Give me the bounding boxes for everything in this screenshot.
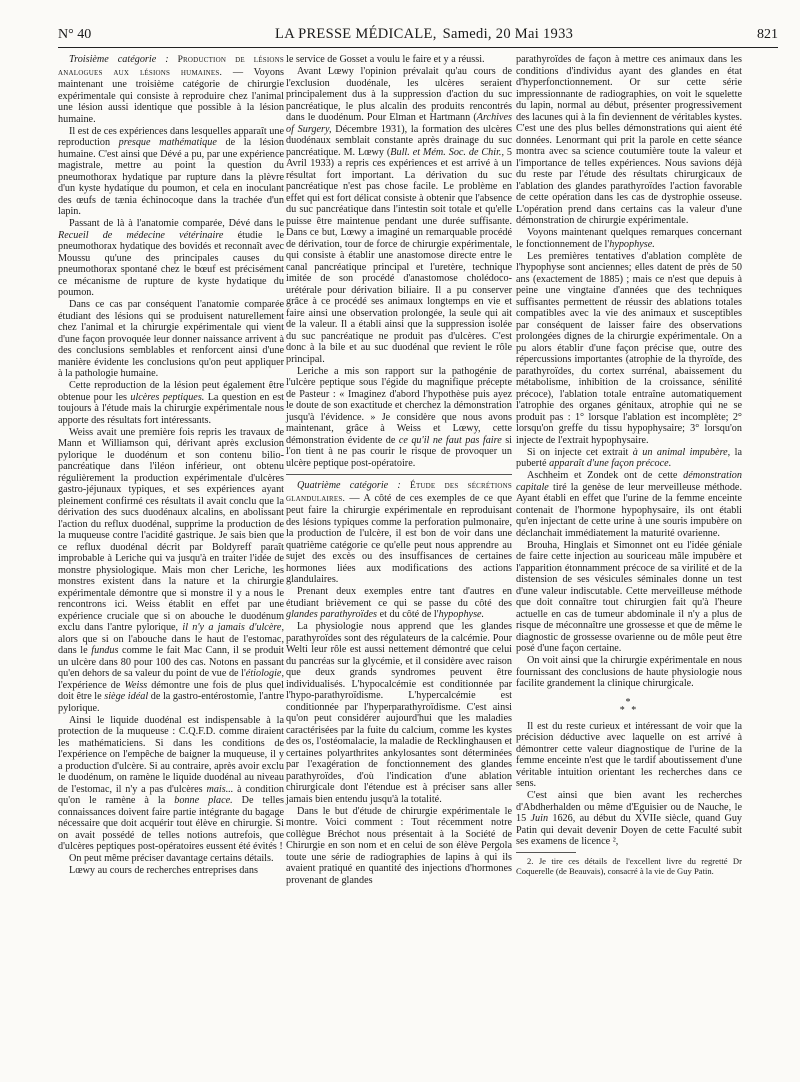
asterisk-bottom: * * <box>619 704 639 716</box>
text: démontre une fois de plus quel doit être le <box>58 679 284 702</box>
asterisk-top: * <box>625 696 633 708</box>
paragraph <box>58 380 284 426</box>
paragraph <box>58 427 284 715</box>
paragraph: parathyroïdes de façon à mettre ces animaux dans les conditions d'individus ayant des glandes en état d'hyperfonctionnement. Or sur cette série impressionnante de radiographies, on voit le squelette du lapin, normal au début, présenter progressivement des lacunes qui à la fin deviennent de véritables kystes. C'est une des plus belles démonstrations qui aient été données. Lenormant qui prit la parole en cette séance montra avec sa science coutumière toute la valeur et l'importance de telles expériences. Nous savions déjà du reste par l'étude des résultats chirurgicaux de l'ablation des glandes parathyroïdes l'action favorable de cette opération dans les cas de dystrophie osseuse. L'opération prend dans certains cas la valeur d'une démonstration de chirurgie expérimentale. <box>516 54 742 226</box>
section-heading: Étude des sécrétions glandulaires. <box>286 481 513 504</box>
footnote-rule <box>516 852 576 853</box>
text-italic: hypophyse. <box>438 609 485 620</box>
column-2 <box>286 54 512 887</box>
text: Voyons maintenant quelques remarques concernant le fonctionnement de l' <box>516 227 742 250</box>
paragraph <box>516 447 742 470</box>
paragraph <box>286 480 512 586</box>
text: Weiss avait une première fois repris les travaux de Mann et Williamson qui, dérivant après exclusion pylorique le duodénum et son contenu bilio-pancréatique dans l'iléon inférieur, ont obtenu régulièrement la production expérimentale d'ulcères gastro-jéjunaux typiques, et ses expériences ayant pleinement confirmé ces résultats il avait conclu que la dérivation des sucs duodénaux alcalins, en abolissant l'action du reflux duodénal, supprime la production de la muqueuse contre l'acidité gastrique. Je sais bien que ce reflux duodénal décrit par Boldyreff paraît improbable à Leriche qui va jusqu'à en traiter l'idée de monstre physiologique. Mais mon cher Leriche, les monstres existent dans la nature et la chirurgie expérimentale démontre que si monstre il y a nous le rencontrons ici. Weiss établit en effet par une expérience cruciale que si on abouche le duodénum exclu dans l'antre pylorique, <box>58 426 284 633</box>
paragraph: Dans ce cas par conséquent l'anatomie comparée étudiant des lésions qui se produisent naturellement chez l'animal et la chirurgie expérimentale qui vient d'une façon provoquée leur donner naissance arrivent à des conclusions semblables et renforcent ainsi d'une manière évidente les conclusions qu'on peut appliquer à la pathologie humaine. <box>58 299 284 379</box>
text: étudie le pneumothorax hydatique des bovidés et reconnaît avec Moussu qu'une des principales causes du pneumothorax spontané chez le bœuf est précisément ce mécanisme de rupture de kyste hydatique du poumon. <box>58 229 285 298</box>
issue-date: Samedi, 20 Mai 1933 <box>442 26 574 42</box>
text: tiré la genèse de leur merveilleuse méthode. Ayant établi en effet que l'urine de la femme enceinte contenait de l'hormone hypophysaire, ils ont établi qu'en injectant de cette urine à une souris impubère on déclanchait immédiatement la maturité ovarienne. <box>516 481 742 539</box>
paragraph <box>286 586 512 621</box>
text-italic: glandes parathyroïdes <box>286 609 378 620</box>
text-italic: étiologie, <box>245 668 284 679</box>
paragraph: le service de Gosset a voulu le faire et y a réussi. <box>286 54 485 65</box>
text-italic: mais... <box>206 783 234 795</box>
text: Passant de là à l'anatomie comparée, Dévé dans le <box>69 218 284 229</box>
paragraph: Dans le but d'étude de chirurgie expérimentale le montre. Voici comment : Tout récemment notre collègue Bréchot nous présentait à la Société de Chirurgie en son nom et en celui de son élève Pergola toute une série de radiographies de lapins à qui ils avaient pratiqué en quantité des injections d'hormones provenant de glandes <box>286 805 512 886</box>
page-header <box>58 26 778 46</box>
text: — Voyons maintenant une troisième catégorie de chirurgie expérimentale qui consiste à reproduire chez l'animal une lésion aussi identique que possible à la lésion humaine. <box>58 66 284 125</box>
text-italic: hypophyse. <box>609 238 655 250</box>
section-lead: Troisième catégorie : <box>69 54 169 65</box>
section-lead: Quatrième catégorie : <box>297 480 401 491</box>
text: si l'on tient à ne pas courir le risque de provoquer un ulcère peptique post-opératoire. <box>286 434 512 469</box>
journal-title-date <box>275 26 573 43</box>
paragraph: Les premières tentatives d'ablation complète de l'hypophyse sont anciennes; elles datent de près de 50 ans (exactement de 1885) ; mais ce n'est que depuis à peine une vingtaine d'années que des techniques suffisantes permettent de réussir des ablations totales compatibles avec la vie des animaux et susceptibles par conséquent de laisser faire des observations prolongées dignes de la chirurgie expérimentale. On a pu alors établir d'une façon précise que, outre des répercussions importantes (atrophie de la thyroïde, des parathyroïdes, du cortex surrénal, abaissement du métabolisme, inhibition de la croissance, sénilité précoce), l'ablation totale entraîne automatiquement l'atrophie des organes génitaux, atrophie qui ne se produit pas : 1° lorsque l'ablation est incomplète; 2° lorsqu'on greffe du tissu hypophysaire; 3° lorsqu'on injecte de l'extrait hypophysaire. <box>516 250 742 446</box>
text: Il est de ces expériences dans lesquelles apparaît une reproduction <box>58 125 284 148</box>
paragraph <box>516 227 742 250</box>
text-italic: à un animal impubère, <box>632 446 731 458</box>
text: de la lésion humaine. C'est ainsi que Dévé a pu, par une expérience magistrale, mettre au point la question du pneumothorax hydatique par rupture dans la plèvre d'un kyste hydatique du poumon, et cela en inoculant des œufs de tænia échinocoque dans la trachée d'un lapin. <box>58 137 284 217</box>
paragraph <box>58 126 284 218</box>
text: alors que si on l'abouche dans le haut de l'estomac, dans le <box>58 633 284 656</box>
text: à condition qu'on le ramène à la <box>58 783 284 806</box>
text-italic: ce qu'il ne faut pas faire <box>398 434 502 446</box>
text-italic: bonne place. <box>174 795 233 806</box>
text-italic: démonstration capitale <box>516 470 742 493</box>
text: de la gastro-entérostomie, l'antre pylorique. <box>58 691 285 714</box>
issue-number: N° 40 <box>58 27 92 42</box>
text: — A côté de ces exemples de ce que peut faire la chirurgie expérimentale en reproduisant des lésions typiques comme la perforation pulmonaire, la production de l'ulcère, il est bon de voir dans une quatrième catégorie ce qu'elle peut nous apprendre au sujet des excès ou des insuffisances de certaines hormones liées aux modifications des actions glandulaires. <box>286 492 512 585</box>
text: comme le fait Mac Cann, il se produit un ulcère dans 80 pour 100 des cas. Notons en passant qu'en dehors de sa valeur du point de vue de l' <box>58 645 284 679</box>
paragraph: Brouha, Hinglais et Simonnet ont eu l'idée géniale de faire cette injection au souriceau mâle impubère et l'apparition étonnamment précoce de sa virilité et de la distension de ses vésicules séminales donne un test d'une valeur indiscutable. Cette merveilleuse méthode que doit connaître tout chirurgien fait qu'à l'heure actuelle en cas de tumeur abdominale il n'y a plus de risque de méconnaître une grossesse et que de même le diagnostic de grossesse ovarienne ou de môle peut être posé d'une façon certaine. <box>516 539 742 654</box>
column-3 <box>516 54 742 876</box>
paragraph <box>58 218 284 299</box>
text: Prenant deux exemples entre tant d'autres en étudiant brièvement ce qui se passe du côté des <box>286 586 512 609</box>
text-italic: ulcères peptiques. <box>130 391 205 403</box>
section-asterisks <box>516 696 742 716</box>
text: l'expérience de <box>58 679 125 691</box>
text: 1626, au début du XVIIe siècle, quand Guy Patin qui devait devenir Doyen de cette Faculté subit ses examens de licence ², <box>516 813 743 847</box>
text: Aschheim et Zondek ont de cette <box>527 470 684 481</box>
paragraph: Il est du reste curieux et intéressant de voir que la précision déductive avec laquelle on est arrivé à démontrer cette valeur diagnostique de l'urine de la femme enceinte n'est que le tardif aboutissement d'une véritable intuition orientant les recherches dans ce sens. <box>516 720 742 789</box>
column-1 <box>58 54 284 877</box>
text: Si on injecte cet extrait <box>527 446 633 458</box>
paragraph: La physiologie nous apprend que les glandes parathyroïdes sont des régulateurs de la calcémie. Pour Welti leur rôle est aussi nettement démontré que celui du pancréas sur la glycémie, et il considère avec raison que deux grands syndromes peuvent être individualisés. L'hypocalcémie est conditionnée par l'hypo-parathyroïdisme. L'hypercalcémie est conditionnée par l'hyperparathyroïdisme. C'est ainsi qu'on peut considérer aujourd'hui que les maladies caractérisées par la fuite du calcium, comme les kystes des os, l'ostéomalacie, la maladie de Recklinghausen et certaines polyarthrites ankylosantes sont déterminées par l'exagération de fonctionnement des glandes parathyroïdes, d'où l'indication d'une ablation chirurgicale dont l'étendue est à préciser sans aller jamais bien entendu jusqu'à la totalité. <box>286 621 512 805</box>
text-italic: presque mathématique <box>118 137 217 148</box>
paragraph <box>58 54 284 125</box>
text-italic: Recueil de médecine vétérinaire <box>58 229 224 241</box>
text: De telles connaissances doivent faire partie intégrante du bagage nécessaire que doit acquérir tout élève en chirurgie. Si on avait possédé de telles notions autrefois, que d'ulcères peptiques post-opératoires eussent été évités ! <box>58 795 284 852</box>
text: 5 Avril 1933) a repris ces expériences et est arrivé à un résultat fort important. La dérivation du suc pancréatique n'est pas chose facile. Le problème en effet qui est fort délicat consiste à obtenir que l'absence du suc pancréatique dans l'intestin soit totale et qu'elle puisse être maintenue pendant une durée suffisante. Dans ce but, Lœwy a imaginé un remarquable procédé de dérivation, tour de force de chirurgie expérimentale, qui consiste à établir une anastomose directe entre le canal pancréatique principal et l'uretère, technique imitée de son procédé d'anastomose cholédoco-urétérale pour dérivation biliaire. Il a pu conserver grâce à ce procédé ses animaux longtemps en vie et faire ainsi une observation prolongée, la seule qui ait de la valeur. Il a établi ainsi que la suppression isolée du suc pancréatique ne produit pas d'ulcères. C'est donc à la bile et au suc duodénal que revient le rôle principal. <box>286 146 512 365</box>
text-italic: Juin <box>530 813 549 824</box>
text-italic: Bull. et Mém. Soc. de Chir., <box>390 146 505 158</box>
paragraph: On peut même préciser davantage certains détails. <box>69 853 274 864</box>
text: et du côté de l' <box>377 609 439 620</box>
text: Cette reproduction de la lésion peut également être obtenue pour les <box>58 380 284 403</box>
text: la puberté <box>516 446 742 469</box>
paragraph <box>516 470 742 539</box>
text: C'est ainsi que bien avant les recherches d'Abdherhalden ou même d'Eguisier ou de Nauche, le 15 <box>516 790 742 824</box>
footnote: 2. Je tire ces détails de l'excellent livre du regretté Dr Coquerelle (de Beauvais), consacré à la vie de Guy Patin. <box>516 855 742 876</box>
section-divider <box>286 474 512 476</box>
text-italic: fundus <box>91 645 119 656</box>
header-rule <box>58 47 778 48</box>
text: Ainsi le liquide duodénal est indispensable à la protection de la muqueuse : C.Q.F.D. comme diraient les mathématiciens. Si dans les conditions de l'expérience on l'empêche de baigner la muqueuse, il y a production d'ulcère. Si au contraire, après avoir exclu le duodénum, on ramène le liquide duodénal au niveau de l'estomac, il n'y a pas d'ulcères <box>58 714 284 795</box>
text-italic: apparaît d'une façon précoce. <box>549 458 672 469</box>
journal-name: LA PRESSE MÉDICALE, <box>275 26 437 42</box>
paragraph: On voit ainsi que la chirurgie expérimentale en nous fournissant des conclusions de haute physiologie nous facilite grandement la clinique chirurgicale. <box>516 655 742 689</box>
text-italic: Archives of Surgery, <box>286 112 512 135</box>
paragraph <box>58 715 284 853</box>
paragraph <box>286 66 512 365</box>
paragraph <box>286 366 512 470</box>
text: Décembre 1931), la formation des ulcères duodénaux semblait constante après drainage du suc pancréatique. M. Lœwy ( <box>286 123 512 158</box>
text: Leriche a mis son rapport sur la pathogénie de l'ulcère peptique sous l'égide du magnifique précepte de Pasteur : « Imaginez d'abord l'hypothèse puis ayez le doute de son exactitude et cherchez la démonstration jusqu'à l'évidence. » Je considère que nous avons maintenant, grâce à Weiss et Lœwy, cette démonstration évidente de <box>286 365 512 446</box>
text: La question en est toujours à l'étude mais la chirurgie expérimentale nous apporte des résultats fort intéressants. <box>58 391 284 426</box>
text-italic: il n'y a jamais d'ulcère, <box>182 622 284 633</box>
section-heading: Production de lésions analogues aux lésions humaines. <box>58 55 284 78</box>
text-italic: siège idéal <box>104 691 149 702</box>
page-number: 821 <box>757 27 778 42</box>
text: Avant Lœwy l'opinion prévalait qu'au cours de l'exclusion duodénale, les ulcères seraient principalement dus à la suppression d'action du suc pancréatique, le plus alcalin des produits rencontrés dans le duodénum. Pour Elman et Hartmann ( <box>286 66 512 123</box>
paragraph: Lœwy au cours de recherches entreprises dans <box>69 865 258 876</box>
text-italic: Weiss <box>124 679 148 691</box>
paragraph <box>516 790 742 848</box>
